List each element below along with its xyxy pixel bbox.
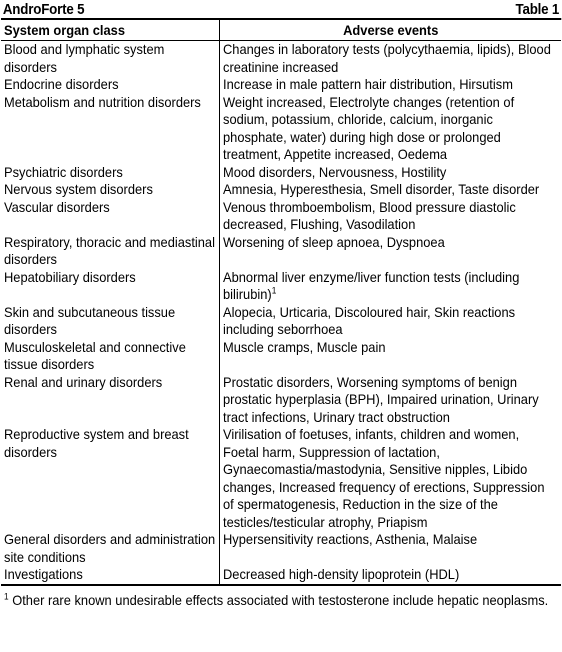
table-row	[1, 566, 561, 585]
adverse-events-cell: Muscle cramps, Muscle pain	[222, 338, 385, 355]
organ-class-cell: Musculoskeletal and connective tissue disorders	[1, 339, 219, 374]
table-label: Table 1	[515, 2, 560, 18]
table-row	[1, 531, 561, 566]
table-row	[1, 199, 561, 234]
organ-class-cell: Renal and urinary disorders	[1, 374, 219, 427]
table-row	[1, 234, 561, 269]
organ-class-cell: Skin and subcutaneous tissue disorders	[1, 304, 219, 339]
table-title-bar	[1, 0, 561, 20]
adverse-events-cell: Mood disorders, Nervousness, Hostility	[222, 163, 446, 180]
adverse-events-cell: Venous thromboembolism, Blood pressure diastolic decreased, Flushing, Vasodilation	[222, 198, 516, 232]
document	[1, 0, 561, 609]
table-row	[1, 76, 561, 94]
table-footnote	[1, 586, 561, 610]
adverse-events-cell: Changes in laboratory tests (polycythaemia, lipids), Blood creatinine increased	[222, 41, 551, 75]
table-header-row	[1, 20, 561, 41]
organ-class-cell: Hepatobiliary disorders	[1, 269, 219, 304]
column-header-organ-class: System organ class	[1, 20, 219, 41]
footnote-reference: 1	[271, 285, 276, 296]
organ-class-cell: Nervous system disorders	[1, 181, 219, 199]
adverse-events-cell: Alopecia, Urticaria, Discoloured hair, Skin reactions including seborrhoea	[222, 303, 515, 337]
organ-class-cell: General disorders and administration site conditions	[1, 531, 219, 566]
adverse-events-cell: Hypersensitivity reactions, Asthenia, Malaise	[222, 531, 477, 547]
footnote-text: Other rare known undesirable effects associated with testosterone include hepatic neoplasms.	[12, 591, 549, 608]
adverse-events-cell: Weight increased, Electrolyte changes (retention of sodium, potassium, chloride, calcium, inorganic phosphate, water) during high dose or prolonged treatment, Appetite increased, Oedema	[222, 93, 514, 162]
table-row	[1, 374, 561, 427]
organ-class-cell: Endocrine disorders	[1, 76, 219, 94]
adverse-events-cell: Prostatic disorders, Worsening symptoms of benign prostatic hyperplasia (BPH), Impaired urination, Urinary tract infections, Urinary tract obstruction	[222, 373, 539, 425]
adverse-events-cell: Worsening of sleep apnoea, Dyspnoea	[222, 233, 445, 250]
table-row	[1, 181, 561, 199]
organ-class-cell: Blood and lymphatic system disorders	[1, 41, 219, 77]
adverse-events-cell	[219, 269, 561, 304]
adverse-events-text: Abnormal liver enzyme/liver function tests (including bilirubin)	[222, 268, 519, 302]
adverse-events-cell: Virilisation of foetuses, infants, children and women, Foetal harm, Suppression of lactation, Gynaecomastia/mastodynia, Sensitive nipples, Libido changes, Increased frequency of erections, Suppression of spermatogenesis, Reduction in the size of the testicles/testicular atrophy, Priapism	[222, 426, 544, 530]
adverse-events-cell: Increase in male pattern hair distribution, Hirsutism	[222, 76, 513, 92]
table-row	[1, 426, 561, 531]
footnote-marker: 1	[4, 590, 9, 601]
organ-class-cell: Investigations	[1, 566, 219, 585]
adverse-events-cell: Amnesia, Hyperesthesia, Smell disorder, Taste disorder	[222, 181, 539, 197]
table-row	[1, 339, 561, 374]
organ-class-cell: Vascular disorders	[1, 199, 219, 234]
organ-class-cell: Reproductive system and breast disorders	[1, 426, 219, 531]
table-row	[1, 94, 561, 164]
adverse-events-cell: Decreased high-density lipoprotein (HDL)	[219, 566, 561, 585]
organ-class-cell: Psychiatric disorders	[1, 164, 219, 182]
organ-class-cell: Respiratory, thoracic and mediastinal disorders	[1, 234, 219, 269]
table-row	[1, 41, 561, 77]
table-row	[1, 269, 561, 304]
adverse-events-table	[1, 20, 561, 586]
product-name: AndroForte 5	[2, 2, 85, 18]
table-row	[1, 164, 561, 182]
column-header-adverse-events: Adverse events	[219, 20, 561, 41]
organ-class-cell: Metabolism and nutrition disorders	[1, 94, 219, 164]
table-row	[1, 304, 561, 339]
